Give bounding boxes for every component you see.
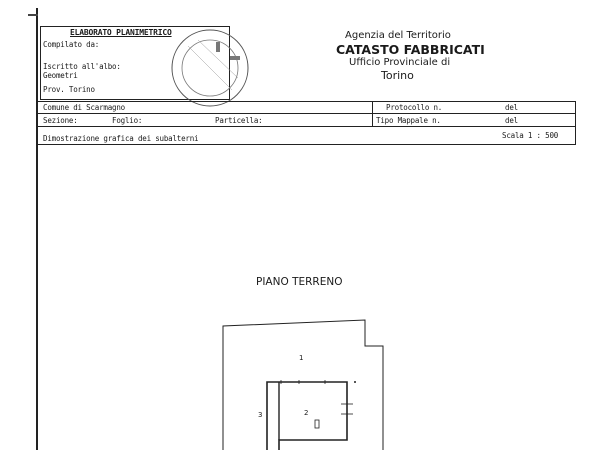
divider	[38, 126, 576, 127]
sheet-label: Foglio:	[112, 116, 143, 125]
floor-title: PIANO TERRENO	[256, 276, 343, 288]
stair-mark	[315, 420, 319, 428]
office-city: Torino	[381, 69, 414, 82]
scale: Scala 1 : 500	[502, 131, 559, 140]
profession: Geometri	[43, 71, 78, 80]
divider	[38, 144, 576, 145]
professional-stamp	[168, 26, 252, 110]
unit-label: 3	[258, 411, 263, 419]
section-label: Sezione:	[43, 116, 78, 125]
divider	[372, 101, 373, 126]
municipality: Comune di Scarmagno	[43, 103, 125, 112]
floor-plan	[215, 318, 405, 450]
divider	[38, 101, 576, 102]
divider	[38, 113, 576, 114]
description: Dimostrazione grafica dei subalterni	[43, 134, 199, 143]
lot-boundary	[223, 320, 383, 450]
divider	[575, 101, 576, 144]
province: Prov. Torino	[43, 85, 95, 94]
form-title: ELABORATO PLANIMETRICO	[70, 28, 172, 37]
map-type-date-label: del	[505, 116, 518, 125]
protocol-label: Protocollo n.	[386, 103, 443, 112]
map-type-label: Tipo Mappale n.	[376, 116, 441, 125]
unit-label: 1	[299, 354, 304, 362]
office-name: Ufficio Provinciale di	[349, 57, 451, 68]
form-corner-mark	[28, 14, 38, 26]
compiled-by-label: Compilato da:	[43, 40, 100, 49]
unit-label: 2	[304, 409, 309, 417]
registered-label: Iscritto all'albo:	[43, 62, 121, 71]
cadastre-name: CATASTO FABBRICATI	[336, 42, 485, 57]
agency-name: Agenzia del Territorio	[345, 30, 451, 41]
parcel-label: Particella:	[215, 116, 263, 125]
protocol-date-label: del	[505, 103, 518, 112]
form-left-border	[36, 8, 38, 450]
point-mark	[354, 381, 356, 383]
